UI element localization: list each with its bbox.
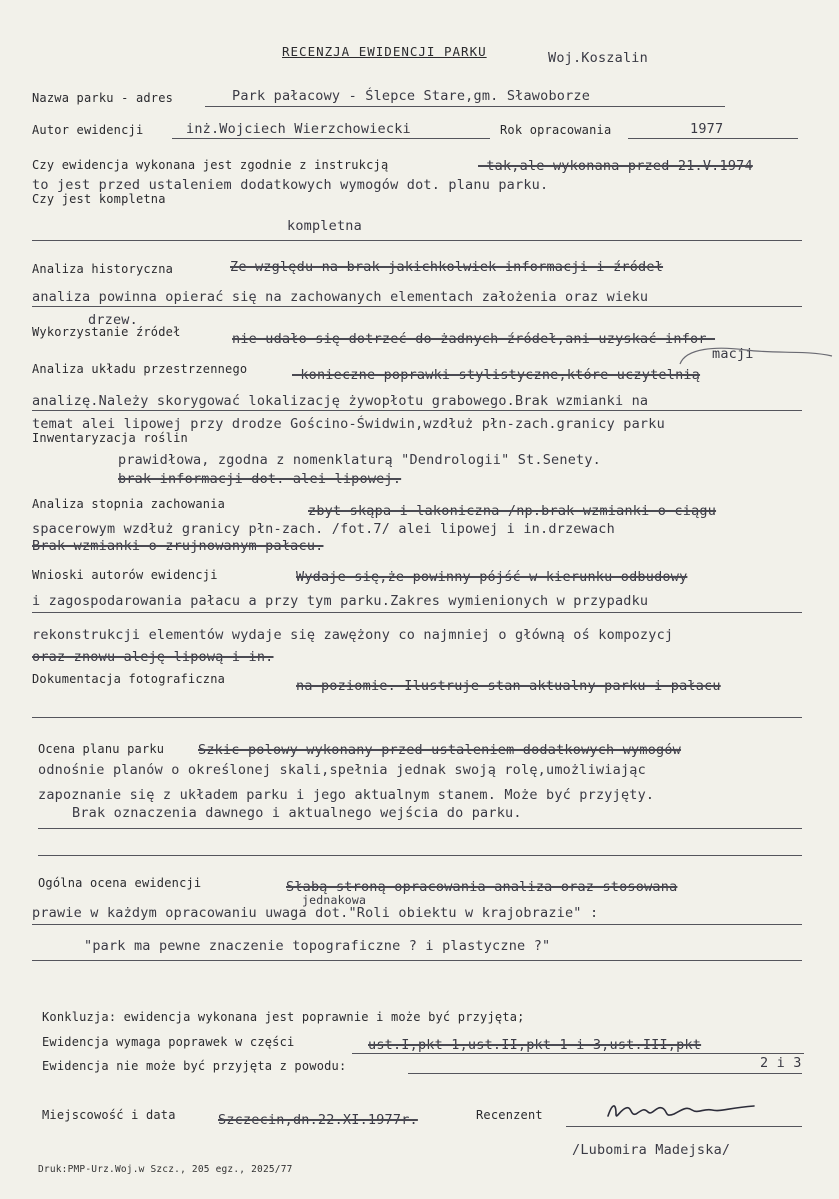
sources-label: Wykorzystanie źródeł bbox=[32, 325, 181, 339]
state-label: Analiza stopnia zachowania bbox=[32, 497, 226, 511]
underline bbox=[408, 1073, 802, 1074]
history-line-3: drzew. bbox=[88, 312, 138, 328]
reviewer-signature bbox=[604, 1096, 764, 1126]
underline bbox=[628, 138, 798, 139]
conclusion-line-1: Konkluzja: ewidencja wykonana jest poprawnie i może być przyjęta; bbox=[42, 1010, 525, 1024]
place-date-label: Miejscowość i data bbox=[42, 1108, 176, 1122]
instruction-label: Czy ewidencja wykonana jest zgodnie z instrukcją bbox=[32, 158, 389, 172]
underline bbox=[38, 828, 802, 829]
overall-label: Ogólna ocena ewidencji bbox=[38, 876, 202, 890]
corrections-label: Ewidencja wymaga poprawek w części bbox=[42, 1035, 295, 1049]
plan-line-3: zapoznanie się z układem parku i jego aktualnym stanem. Może być przyjęty. bbox=[38, 787, 655, 803]
underline bbox=[32, 612, 802, 613]
rejection-label: Ewidencja nie może być przyjęta z powodu: bbox=[42, 1059, 347, 1073]
author-label: Autor ewidencji bbox=[32, 123, 144, 137]
reviewer-label: Recenzent bbox=[476, 1108, 543, 1122]
plants-line-1: prawidłowa, zgodna z nomenklaturą "Dendrologii" St.Senety. bbox=[118, 452, 602, 468]
conclusions-line-2: i zagospodarowania pałacu a przy tym parku.Zakres wymienionych w przypadku bbox=[32, 593, 649, 609]
plan-line-4: Brak oznaczenia dawnego i aktualnego wejścia do parku. bbox=[72, 805, 522, 821]
underline bbox=[172, 138, 490, 139]
completeness-label: Czy jest kompletna bbox=[32, 192, 166, 206]
underline bbox=[32, 717, 802, 718]
history-line-2: analiza powinna opierać się na zachowanych elementach założenia oraz wieku bbox=[32, 289, 649, 305]
state-line-1: zbyt skąpa i lakoniczna /np.brak wzmianki o ciągu bbox=[308, 503, 717, 519]
reviewer-name: /Lubomira Madejska/ bbox=[572, 1142, 731, 1158]
plants-label: Inwentaryzacja roślin bbox=[32, 431, 188, 445]
underline bbox=[32, 960, 802, 961]
conclusions-line-3: rekonstrukcji elementów wydaje się zawężony co najmniej o główną oś kompozycj bbox=[32, 627, 674, 643]
year-value: 1977 bbox=[690, 121, 724, 137]
underline bbox=[205, 106, 725, 107]
print-note: Druk:PMP-Urz.Woj.w Szcz., 205 egz., 2025/77 bbox=[38, 1164, 293, 1175]
instruction-value: -tak,ale wykonana przed 21.V.1974 bbox=[478, 158, 753, 174]
spatial-label: Analiza układu przestrzennego bbox=[32, 362, 248, 376]
overall-line-1: Słabą stroną opracowania analiza oraz stosowana bbox=[286, 879, 678, 895]
plan-line-2: odnośnie planów o określonej skali,spełnia jednak swoją rolę,umożliwiając bbox=[38, 762, 646, 778]
insert-mark bbox=[676, 338, 836, 368]
underline bbox=[38, 855, 802, 856]
photo-value: na poziomie. Ilustruje stan aktualny parku i pałacu bbox=[296, 678, 721, 694]
spatial-line-1: -konieczne poprawki stylistyczne,które uczytelnią bbox=[292, 367, 701, 383]
overall-line-2: prawie w każdym opracowaniu uwaga dot."Roli obiektu w krajobrazie" : bbox=[32, 905, 599, 921]
underline bbox=[352, 1053, 804, 1054]
park-name-label: Nazwa parku - adres bbox=[32, 91, 174, 105]
plan-label: Ocena planu parku bbox=[38, 742, 165, 756]
underline bbox=[32, 240, 802, 241]
conclusions-line-1: Wydaje się,że powinny pójść w kierunku odbudowy bbox=[296, 569, 688, 585]
history-line-1: Ze względu na brak jakichkolwiek informacji i źródeł bbox=[230, 259, 664, 275]
region-label: Woj.Koszalin bbox=[548, 50, 648, 66]
underline bbox=[566, 1126, 802, 1127]
state-line-3: Brak wzmianki o zrujnowanym pałacu. bbox=[32, 538, 324, 554]
conclusions-line-4: oraz znowu aleję lipową i in. bbox=[32, 649, 274, 665]
completeness-value: kompletna bbox=[287, 218, 362, 234]
form-title: RECENZJA EWIDENCJI PARKU bbox=[282, 44, 487, 59]
plan-line-1: Szkic polowy wykonany przed ustaleniem dodatkowych wymogów bbox=[198, 742, 682, 758]
year-label: Rok opracowania bbox=[500, 123, 612, 137]
underline bbox=[32, 410, 802, 411]
photo-label: Dokumentacja fotograficzna bbox=[32, 672, 226, 686]
overall-line-3: "park ma pewne znaczenie topograficzne ? i plastyczne ?" bbox=[84, 938, 551, 954]
underline bbox=[32, 924, 802, 925]
history-label: Analiza historyczna bbox=[32, 262, 174, 276]
spatial-line-3: temat alei lipowej przy drodze Gościno-Świdwin,wzdłuż płn-zach.granicy parku bbox=[32, 416, 665, 432]
instruction-continued: to jest przed ustaleniem dodatkowych wymogów dot. planu parku. bbox=[32, 177, 549, 193]
sources-insert: macji bbox=[712, 346, 754, 362]
rejection-value: 2 i 3 bbox=[760, 1055, 802, 1071]
spatial-line-2: analizę.Należy skorygować lokalizację żywopłotu grabowego.Brak wzmianki na bbox=[32, 393, 649, 409]
park-name-value: Park pałacowy - Ślepce Stare,gm. Sławoborze bbox=[232, 88, 591, 104]
conclusions-label: Wnioski autorów ewidencji bbox=[32, 568, 218, 582]
state-line-2: spacerowym wzdłuż granicy płn-zach. /fot.7/ alei lipowej i in.drzewach bbox=[32, 521, 615, 537]
corrections-value: ust.I,pkt 1,ust.II,pkt 1 i 3,ust.III,pkt bbox=[368, 1037, 702, 1053]
author-value: inż.Wojciech Wierzchowiecki bbox=[186, 121, 411, 137]
underline bbox=[32, 306, 802, 307]
plants-line-2: brak informacji dot. alei lipowej. bbox=[118, 471, 402, 487]
sources-value: nie udało się dotrzeć do żadnych źródeł,ani uzyskać infor- bbox=[232, 331, 716, 347]
place-date-value: Szczecin,dn.22.XI.1977r. bbox=[218, 1112, 418, 1128]
overall-insert: jednakowa bbox=[302, 893, 367, 907]
